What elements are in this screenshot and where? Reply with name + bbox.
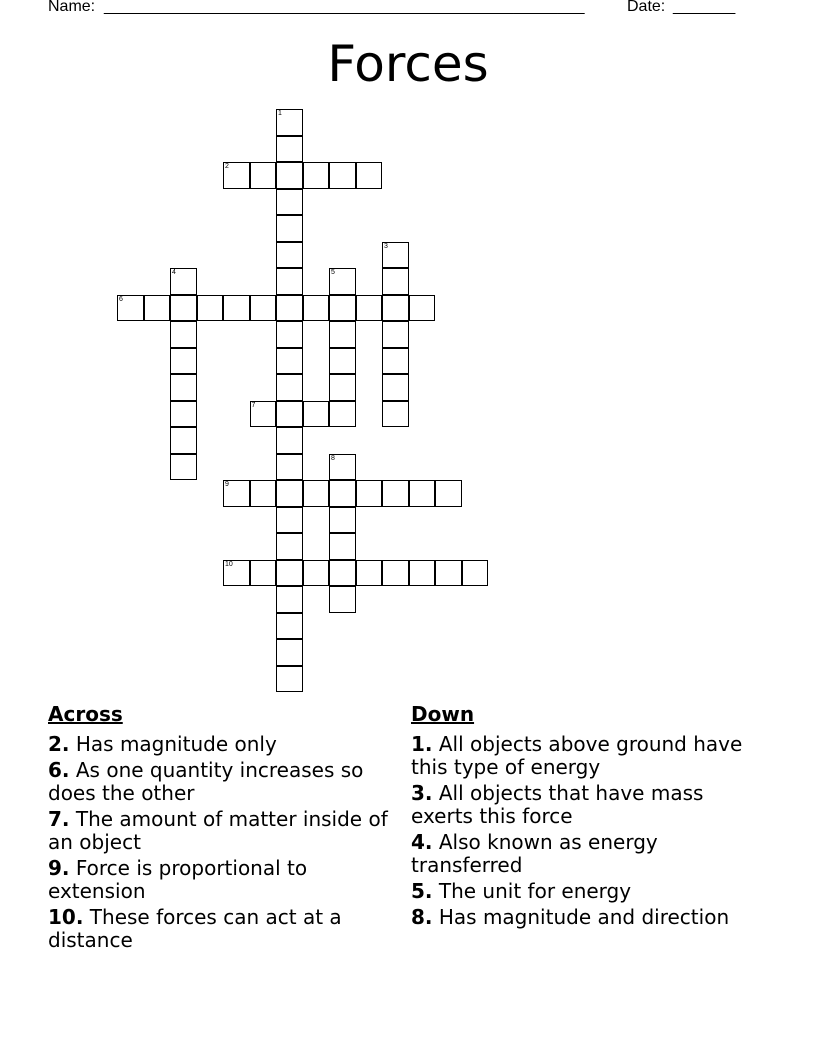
down-clue <box>411 906 771 929</box>
grid-cell[interactable] <box>276 533 303 560</box>
grid-cell[interactable] <box>303 295 330 322</box>
grid-cell[interactable] <box>382 321 409 348</box>
grid-cell[interactable] <box>250 162 277 189</box>
grid-cell[interactable] <box>276 613 303 640</box>
grid-cell[interactable] <box>223 480 250 507</box>
clue-number: 3 <box>384 242 388 250</box>
name-field[interactable]: ______________________________________________________ <box>104 0 585 15</box>
across-clue-list <box>48 733 388 952</box>
grid-cell[interactable] <box>329 162 356 189</box>
grid-cell[interactable] <box>250 560 277 587</box>
grid-cell[interactable] <box>170 374 197 401</box>
across-heading: Across <box>48 702 123 726</box>
grid-cell[interactable] <box>356 480 383 507</box>
across-clues <box>48 701 388 955</box>
grid-cell[interactable] <box>303 401 330 428</box>
grid-cell[interactable] <box>382 374 409 401</box>
grid-cell[interactable] <box>382 268 409 295</box>
grid-cell[interactable] <box>276 109 303 136</box>
grid-cell[interactable] <box>329 321 356 348</box>
grid-cell[interactable] <box>356 295 383 322</box>
clue-number: 6 <box>119 295 123 303</box>
grid-cell[interactable] <box>329 560 356 587</box>
grid-cell[interactable] <box>276 454 303 481</box>
grid-cell[interactable] <box>276 560 303 587</box>
grid-cell[interactable] <box>170 348 197 375</box>
grid-cell[interactable] <box>303 162 330 189</box>
date-label: Date: <box>627 0 666 15</box>
across-clue <box>48 808 388 854</box>
grid-cell[interactable] <box>409 560 436 587</box>
grid-cell[interactable] <box>276 586 303 613</box>
grid-cell[interactable] <box>303 480 330 507</box>
grid-cell[interactable] <box>303 560 330 587</box>
grid-cell[interactable] <box>223 295 250 322</box>
clue-num: 7. <box>48 807 70 831</box>
down-clues <box>411 701 771 932</box>
date-field[interactable]: _______ <box>673 0 736 15</box>
clue-number: 1 <box>278 110 282 117</box>
grid-cell[interactable] <box>250 295 277 322</box>
clue-number: 10 <box>225 560 233 568</box>
grid-cell[interactable] <box>329 586 356 613</box>
clue-text: The unit for energy <box>432 879 632 903</box>
down-heading: Down <box>411 702 475 726</box>
grid-cell[interactable] <box>170 454 197 481</box>
down-clue-list <box>411 733 771 929</box>
grid-cell[interactable] <box>276 136 303 163</box>
grid-cell[interactable] <box>382 348 409 375</box>
grid-cell[interactable] <box>276 507 303 534</box>
grid-cell[interactable] <box>276 666 303 693</box>
clue-text: These forces can act at a distance <box>48 905 342 952</box>
grid-cell[interactable] <box>329 295 356 322</box>
grid-cell[interactable] <box>276 374 303 401</box>
clue-number: 4 <box>172 269 176 276</box>
grid-cell[interactable] <box>329 348 356 375</box>
grid-cell[interactable] <box>276 401 303 428</box>
grid-cell[interactable] <box>276 480 303 507</box>
grid-cell[interactable] <box>382 480 409 507</box>
grid-cell[interactable] <box>197 295 224 322</box>
grid-cell[interactable] <box>382 295 409 322</box>
grid-cell[interactable] <box>409 295 436 322</box>
grid-cell[interactable] <box>329 533 356 560</box>
grid-cell[interactable] <box>382 401 409 428</box>
clue-number: 5 <box>331 269 335 276</box>
across-clue <box>48 733 388 756</box>
grid-cell[interactable] <box>329 268 356 295</box>
down-clue <box>411 831 771 877</box>
grid-cell[interactable] <box>435 560 462 587</box>
across-clue <box>48 857 388 903</box>
grid-cell[interactable] <box>356 162 383 189</box>
grid-cell[interactable] <box>462 560 489 587</box>
clue-text: Has magnitude and direction <box>432 905 730 929</box>
down-clue <box>411 880 771 903</box>
grid-cell[interactable] <box>276 242 303 269</box>
down-clue <box>411 782 771 828</box>
grid-cell[interactable] <box>170 295 197 322</box>
grid-cell[interactable] <box>329 454 356 481</box>
grid-cell[interactable] <box>276 268 303 295</box>
across-clue <box>48 759 388 805</box>
clue-number: 8 <box>331 454 335 462</box>
clue-num: 3. <box>411 781 433 805</box>
across-clue <box>48 906 388 952</box>
grid-cell[interactable] <box>276 215 303 242</box>
grid-cell[interactable] <box>276 348 303 375</box>
clue-num: 2. <box>48 732 70 756</box>
grid-cell[interactable] <box>409 480 436 507</box>
grid-cell[interactable] <box>435 480 462 507</box>
grid-cell[interactable] <box>276 162 303 189</box>
grid-cell[interactable] <box>250 401 277 428</box>
grid-cell[interactable] <box>329 507 356 534</box>
page-title: Forces <box>327 35 489 93</box>
grid-cell[interactable] <box>223 560 250 587</box>
clue-text: Also known as energy transferred <box>411 830 658 877</box>
grid-cell[interactable] <box>356 560 383 587</box>
clue-text: As one quantity increases so does the other <box>48 758 364 805</box>
clue-number: 9 <box>225 481 229 488</box>
grid-cell[interactable] <box>170 427 197 454</box>
grid-cell[interactable] <box>382 242 409 269</box>
grid-cell[interactable] <box>276 189 303 216</box>
grid-cell[interactable] <box>117 295 144 322</box>
clue-text: All objects above ground have this type of energy <box>411 732 743 779</box>
clue-text: Force is proportional to extension <box>48 856 308 903</box>
clue-num: 5. <box>411 879 433 903</box>
grid-cell[interactable] <box>170 401 197 428</box>
grid-cell[interactable] <box>382 560 409 587</box>
clue-num: 1. <box>411 732 433 756</box>
grid-cell[interactable] <box>276 427 303 454</box>
grid-cell[interactable] <box>329 480 356 507</box>
grid-cell[interactable] <box>276 639 303 666</box>
clue-num: 10. <box>48 905 84 929</box>
grid-cell[interactable] <box>170 268 197 295</box>
grid-cell[interactable] <box>170 321 197 348</box>
clue-number: 7 <box>251 401 256 409</box>
clue-num: 4. <box>411 830 433 854</box>
clue-text: Has magnitude only <box>69 732 277 756</box>
clue-text: All objects that have mass exerts this force <box>411 781 704 828</box>
clue-number: 2 <box>225 163 229 170</box>
grid-cell[interactable] <box>250 480 277 507</box>
grid-cell[interactable] <box>276 321 303 348</box>
clue-num: 6. <box>48 758 70 782</box>
grid-cell[interactable] <box>144 295 171 322</box>
grid-cell[interactable] <box>276 295 303 322</box>
clue-num: 9. <box>48 856 70 880</box>
down-clue <box>411 733 771 779</box>
grid-cell[interactable] <box>329 401 356 428</box>
clue-num: 8. <box>411 905 433 929</box>
clue-text: The amount of matter inside of an object <box>48 807 388 854</box>
grid-cell[interactable] <box>329 374 356 401</box>
grid-cell[interactable] <box>223 162 250 189</box>
name-label: Name: <box>48 0 96 15</box>
